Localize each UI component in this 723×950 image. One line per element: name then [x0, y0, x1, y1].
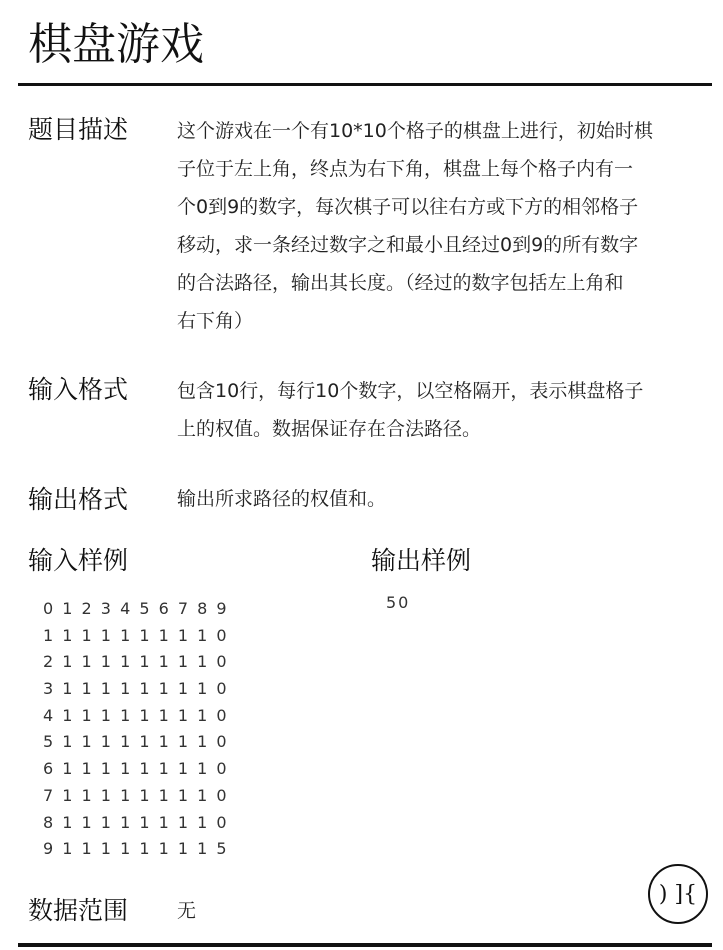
description-line: 个0到9的数字，每次棋子可以往右方或下方的相邻格子: [177, 196, 639, 218]
sample-input-line: 6 1 1 1 1 1 1 1 1 0: [43, 759, 229, 779]
sample-input-line: 4 1 1 1 1 1 1 1 1 0: [43, 705, 229, 725]
description-line: 子位于左上角，终点为右下角，棋盘上每个格子内有一: [177, 158, 634, 180]
output-format-text: [177, 480, 697, 518]
sample-input-line: 9 1 1 1 1 1 1 1 1 5: [43, 839, 229, 859]
page-title: 棋盘游戏: [28, 19, 204, 70]
description-line: 的合法路径，输出其长度。（经过的数字包括左上角和: [177, 272, 624, 294]
bottom-divider: [18, 943, 712, 947]
input-format-line: 包含10行，每行10个数字，以空格隔开，表示棋盘格子: [177, 380, 644, 402]
input-format-line: 上的权值。数据保证存在合法路径。: [177, 418, 482, 440]
sample-input-line: 2 1 1 1 1 1 1 1 1 0: [43, 652, 229, 672]
description-line: 这个游戏在一个有10*10个格子的棋盘上进行，初始时棋: [177, 120, 653, 142]
sample-input-line: 0 1 2 3 4 5 6 7 8 9: [43, 599, 229, 618]
data-range-label: 数据范围: [28, 896, 129, 925]
sample-output-line: 50: [386, 593, 411, 612]
sample-input-label: 输入样例: [28, 546, 129, 575]
title-divider: [18, 83, 712, 86]
sample-input-block: [43, 596, 229, 863]
sample-output-block: [386, 590, 410, 617]
input-format-label: 输入格式: [28, 375, 129, 404]
sample-input-line: 8 1 1 1 1 1 1 1 1 0: [43, 812, 229, 832]
sample-input-line: 7 1 1 1 1 1 1 1 1 0: [43, 785, 229, 805]
description-label: 题目描述: [28, 115, 129, 144]
output-format-label: 输出格式: [28, 485, 129, 514]
input-format-text: [177, 372, 697, 448]
sample-output-label: 输出样例: [371, 546, 472, 575]
output-format-line: 输出所求路径的权值和。: [177, 488, 387, 510]
description-line: 右下角）: [177, 310, 254, 332]
sample-input-line: 5 1 1 1 1 1 1 1 1 0: [43, 732, 229, 752]
sample-input-line: 3 1 1 1 1 1 1 1 1 0: [43, 679, 229, 699]
sample-input-line: 1 1 1 1 1 1 1 1 1 0: [43, 625, 229, 645]
description-line: 移动，求一条经过数字之和最小且经过0到9的所有数字: [177, 234, 639, 256]
data-range-text: 无: [177, 900, 197, 922]
description-text: [177, 112, 697, 340]
logo-badge: ) ]{: [648, 864, 708, 924]
